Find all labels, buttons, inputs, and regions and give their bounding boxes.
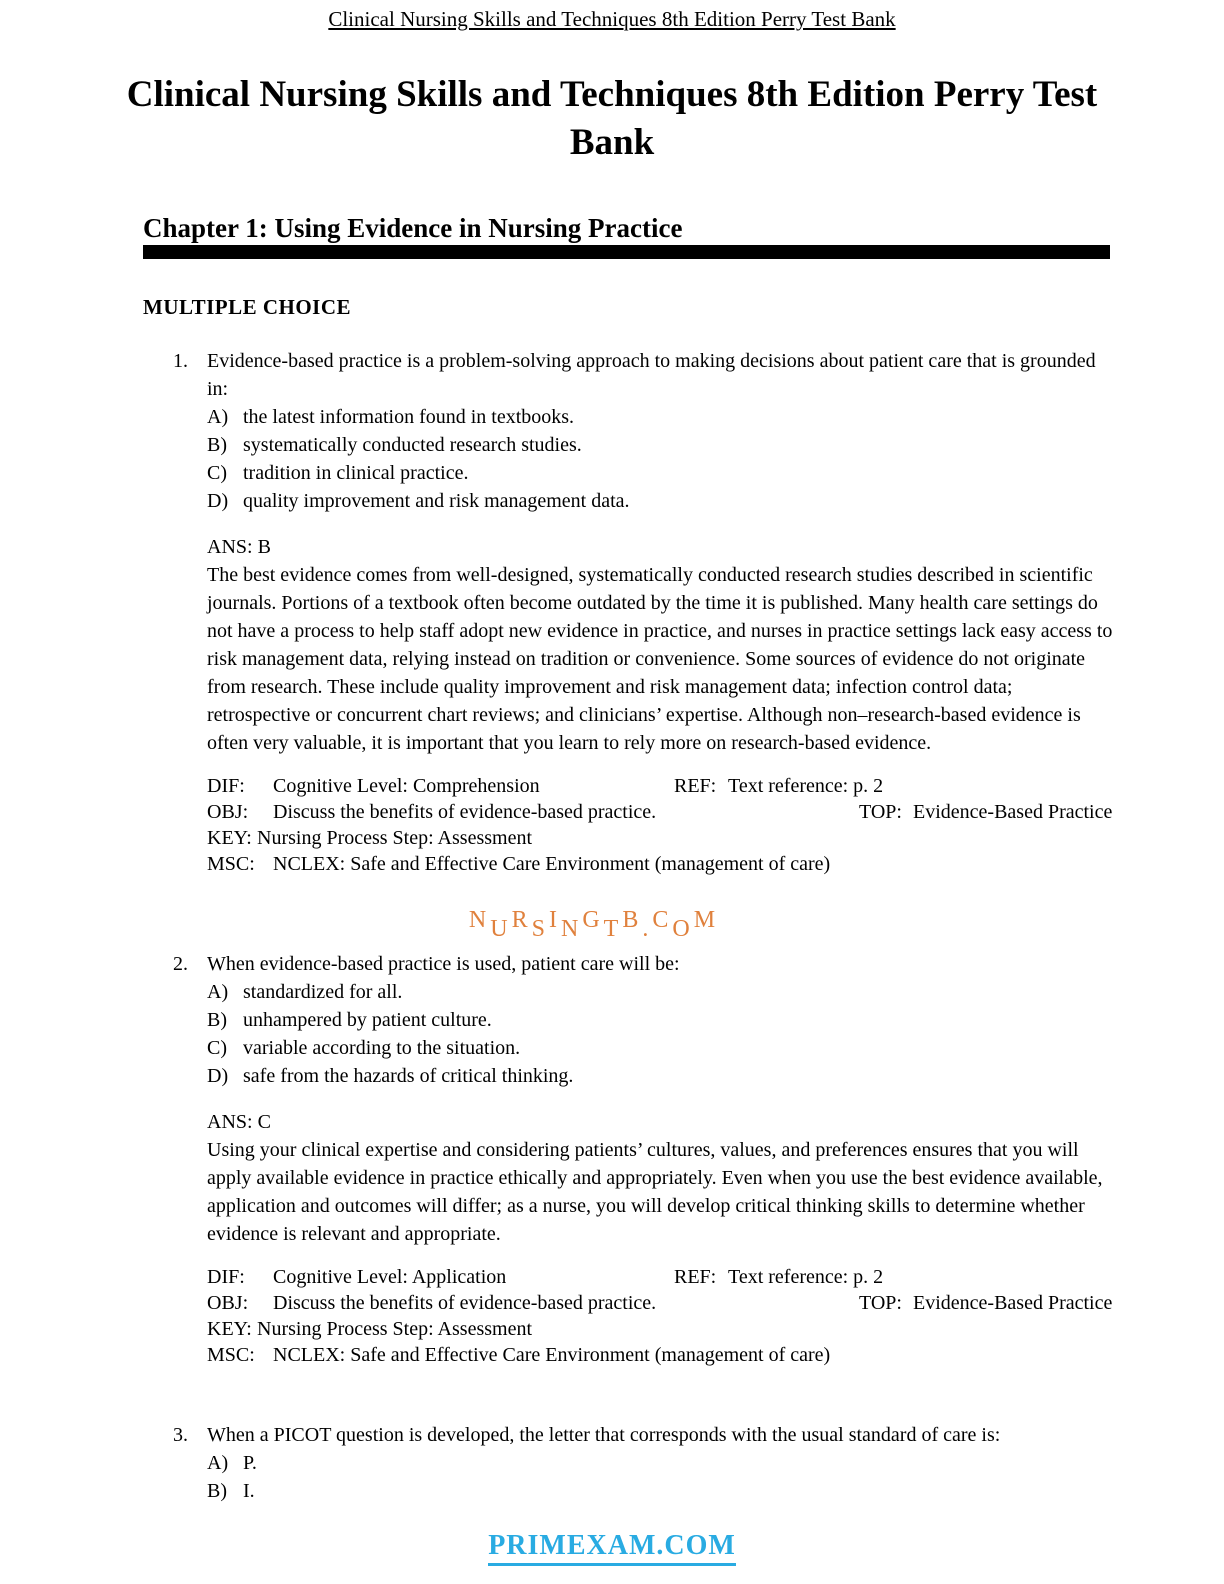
meta-value-key: Nursing Process Step: Assessment [257,1318,532,1340]
meta-row-dif [207,1264,1113,1290]
rationale-text: The best evidence comes from well-designed, systematically conducted research studies described in scientific journals. Portions of a textbook often become outdated by the time it is published. Many health care settings do not have a process to help staff adopt new evidence in practice, and nurses in practice settings lack easy access to risk management data, relying instead on tradition or convenience. Some sources of evidence do not originate from research. These include quality improvement and risk management data; infection control data; retrospective or concurrent chart reviews; and clinicians’ expertise. Although non–research-based evidence is often very valuable, it is important that you learn to rely more on research-based evidence. [207,564,1113,754]
meta-row-obj [207,1290,1113,1316]
answer-line: ANS: B [207,536,271,558]
option-row [207,1034,1113,1062]
option-text: I. [243,1480,255,1502]
option-text: the latest information found in textbooks. [243,406,575,428]
page-header [0,7,1224,32]
answer-line: ANS: C [207,1111,271,1133]
option-text: tradition in clinical practice. [243,462,469,484]
meta-pair-top [859,1290,1112,1316]
option-row [207,1449,1113,1477]
option-label: B) [207,1009,227,1031]
option-label: B) [207,434,227,456]
meta-label-obj: OBJ: [207,1292,249,1314]
option-row [207,487,1113,515]
chapter-rule [143,245,1110,259]
question-text-body: When a PICOT question is developed, the letter that corresponds with the usual standard of care is: [207,1424,1001,1446]
document-title: Clinical Nursing Skills and Techniques 8th Edition Perry Test Bank [126,73,1098,163]
option-row [207,1006,1113,1034]
section-label: MULTIPLE CHOICE [143,295,352,319]
option-row [207,431,1113,459]
meta-value-obj: Discuss the benefits of evidence-based practice. [273,1292,657,1314]
question-text [143,950,1113,978]
question-number: 1. [173,350,188,372]
rationale-text: Using your clinical expertise and considering patients’ cultures, values, and preferences ensures that you will apply available evidence in practice ethically and appropriately. Even when you use the best evidence available, application and outcomes will differ; as a nurse, you will develop critical thinking skills to determine whether evidence is relevant and appropriate. [207,1139,1103,1245]
option-label: A) [207,1452,229,1474]
options-list [143,403,1113,515]
option-text: standardized for all. [243,981,403,1003]
option-row [207,1477,1113,1505]
question-2 [143,950,1113,1368]
header-link[interactable]: Clinical Nursing Skills and Techniques 8th Edition Perry Test Bank [328,7,896,31]
meta-label-key: KEY: [207,827,252,849]
question-number: 3. [173,1424,188,1446]
option-label: D) [207,1065,229,1087]
watermark: NURSINGTB.COM [468,907,720,942]
meta-block [143,1264,1113,1368]
option-label: D) [207,490,229,512]
meta-label-ref: REF: [674,1266,717,1288]
meta-label-ref: REF: [674,775,717,797]
chapter-heading: Chapter 1: Using Evidence in Nursing Practice [143,213,683,243]
meta-label-msc: MSC: [207,1344,255,1366]
meta-label-dif: DIF: [207,775,245,797]
meta-row-key [207,1316,1113,1342]
meta-value-obj: Discuss the benefits of evidence-based practice. [273,801,657,823]
meta-row-dif [207,773,1113,799]
meta-value-ref: Text reference: p. 2 [728,775,884,797]
meta-value-key: Nursing Process Step: Assessment [257,827,532,849]
meta-label-top: TOP: [859,1292,902,1314]
options-list [143,1449,1113,1505]
meta-row-key [207,825,1113,851]
question-number: 2. [173,953,188,975]
meta-row-msc [207,1342,1113,1368]
meta-value-top: Evidence-Based Practice [913,1292,1113,1314]
meta-label-top: TOP: [859,801,902,823]
option-text: P. [243,1452,257,1474]
option-label: A) [207,406,229,428]
option-text: systematically conducted research studies. [243,434,582,456]
meta-pair-ref [674,1264,883,1290]
option-row [207,459,1113,487]
meta-value-ref: Text reference: p. 2 [728,1266,884,1288]
option-row [207,978,1113,1006]
meta-value-dif: Cognitive Level: Comprehension [273,775,540,797]
option-label: C) [207,462,227,484]
meta-pair-top [859,799,1112,825]
meta-row-obj [207,799,1113,825]
question-text-body: When evidence-based practice is used, patient care will be: [207,953,680,975]
option-row [207,403,1113,431]
option-text: variable according to the situation. [243,1037,521,1059]
page-footer [0,1530,1224,1566]
footer-link[interactable]: PRIMEXAM.COM [488,1530,736,1566]
meta-label-key: KEY: [207,1318,252,1340]
question-text [143,347,1113,403]
meta-value-msc: NCLEX: Safe and Effective Care Environment (management of care) [273,853,831,875]
option-label: B) [207,1480,227,1502]
option-label: A) [207,981,229,1003]
option-text: unhampered by patient culture. [243,1009,492,1031]
question-3 [143,1421,1113,1505]
meta-label-msc: MSC: [207,853,255,875]
question-text [143,1421,1113,1449]
meta-block [143,773,1113,877]
option-text: safe from the hazards of critical thinking. [243,1065,574,1087]
meta-value-msc: NCLEX: Safe and Effective Care Environment (management of care) [273,1344,831,1366]
options-list [143,978,1113,1090]
option-text: quality improvement and risk management data. [243,490,630,512]
meta-label-obj: OBJ: [207,801,249,823]
option-row [207,1062,1113,1090]
option-label: C) [207,1037,227,1059]
meta-value-top: Evidence-Based Practice [913,801,1113,823]
meta-pair-ref [674,773,883,799]
meta-row-msc [207,851,1113,877]
meta-value-dif: Cognitive Level: Application [273,1266,507,1288]
question-text-body: Evidence-based practice is a problem-solving approach to making decisions about patient care that is grounded in: [207,350,1096,400]
question-1 [143,347,1113,877]
meta-label-dif: DIF: [207,1266,245,1288]
